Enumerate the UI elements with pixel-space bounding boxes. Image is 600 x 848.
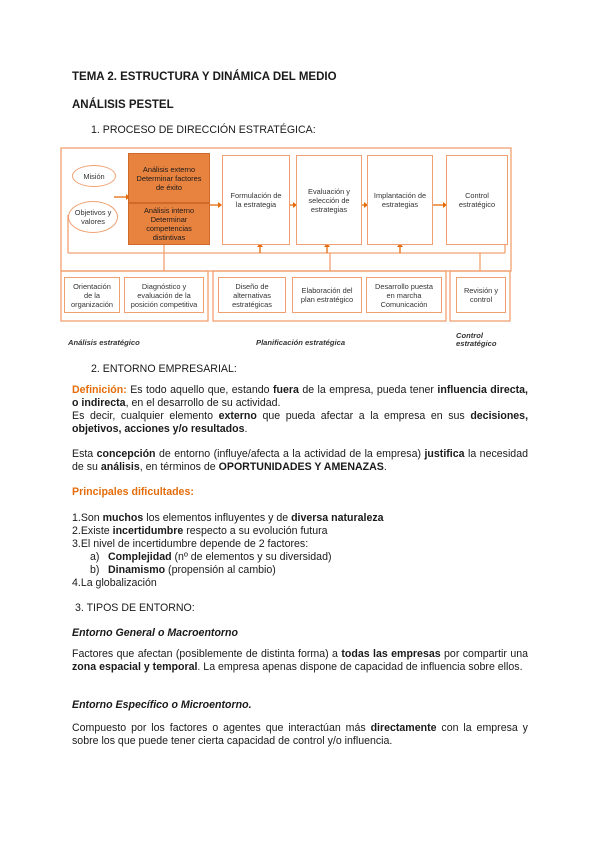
def-bold-2: influencia directa, o indirecta [72,384,528,409]
phase-label-analisis: Análisis estratégico [68,338,140,347]
def-bold-4: decisiones, objetivos, acciones y/o resultados [72,410,529,435]
def-text-5: que pueda afectar a la empresa en sus [256,410,471,422]
concep-bold-1: concepción [96,448,156,460]
concep-text-3: la necesidad de su [72,448,528,473]
concep-text-2: de entorno (influye/afecta a la actividad de la empresa) [155,448,425,460]
entorno-general-heading: Entorno General o Macroentorno [72,627,238,639]
revision-node: Revisión y control [456,277,506,313]
concep-text-5: . [383,461,387,473]
dificultad-subitem-a: a) Complejidad (nº de elementos y su diversidad) [90,551,332,563]
section-1-heading: 1. PROCESO DE DIRECCIÓN ESTRATÉGICA: [91,124,316,136]
orientacion-node: Orientación de la organización [64,277,120,313]
elaboracion-node: Elaboración del plan estratégico [292,277,362,313]
dificultad-item-2: 2.Existe incertidumbre respecto a su evolución futura [72,525,328,537]
section-2-heading: 2. ENTORNO EMPRESARIAL: [91,363,237,375]
document-title: TEMA 2. ESTRUCTURA Y DINÁMICA DEL MEDIO [72,71,337,83]
def-text-6: . [244,423,248,435]
definition-label: Definición: [72,384,127,396]
dificultades-heading: Principales dificultades: [72,486,194,498]
concep-bold-3: análisis [100,461,140,473]
phase-label-planificacion: Planificación estratégica [256,338,346,347]
definition-paragraph [72,384,528,436]
def-text-4: Es decir, cualquier elemento [72,410,219,422]
dificultad-item-3: 3.El nivel de incertidumbre depende de 2 factores: [72,538,309,550]
concep-bold-4: OPORTUNIDADES Y AMENAZAS [218,461,384,473]
objetivos-node: Objetivos y valores [68,201,118,233]
dificultades-list [72,512,532,590]
diagnostico-node: Diagnóstico y evaluación de la posición competitiva [124,277,204,313]
document-subtitle: ANÁLISIS PESTEL [72,99,174,111]
def-text-1: Es todo aquello que, estando [126,384,273,396]
formulacion-node: Formulación de la estrategia [222,155,290,245]
implantacion-node: Implantación de estrategias [367,155,433,245]
strategic-process-diagram [60,145,512,353]
concep-text-4: , en términos de [139,461,219,473]
dificultad-item-4: 4.La globalización [72,577,157,589]
concepcion-paragraph [72,448,528,474]
mision-node: Misión [72,165,116,187]
def-text-3: , en el desarrollo de su actividad. [125,397,281,409]
dificultad-subitem-b: b) Dinamismo (propensión al cambio) [90,564,276,576]
evaluacion-node: Evaluación y selección de estrategias [296,155,362,245]
section-3-heading: 3. TIPOS DE ENTORNO: [75,602,195,614]
concep-bold-2: justifica [424,448,465,460]
diseno-node: Diseño de alternativas estratégicas [218,277,286,313]
analisis-interno-node: Análisis interno Determinar competencias distintivas [128,203,210,245]
desarrollo-node: Desarrollo puesta en marcha Comunicación [366,277,442,313]
entorno-especifico-heading: Entorno Específico o Microentorno. [72,699,252,711]
entorno-general-paragraph: Factores que afectan (posiblemente de distinta forma) a todas las empresas por compartir una zona espacial y temporal. La empresa apenas dispone de capacidad de influencia sobre ellos. [72,648,529,673]
def-text-2: de la empresa, pueda tener [298,384,438,396]
entorno-especifico-paragraph: Compuesto por los factores o agentes que interactúan más directamente con la empresa y sobre los que puede tener cierta capacidad de control y/o influencia. [72,722,528,747]
control-node: Control estratégico [446,155,508,245]
analisis-externo-node: Análisis externo Determinar factores de éxito [128,153,210,203]
concep-text-1: Esta [72,448,97,460]
dificultad-item-1: 1.Son muchos los elementos influyentes y de diversa naturaleza [72,512,384,524]
phase-label-control: Control estratégico [456,331,497,348]
def-bold-1: fuera [272,384,299,396]
def-bold-3: externo [218,410,257,422]
